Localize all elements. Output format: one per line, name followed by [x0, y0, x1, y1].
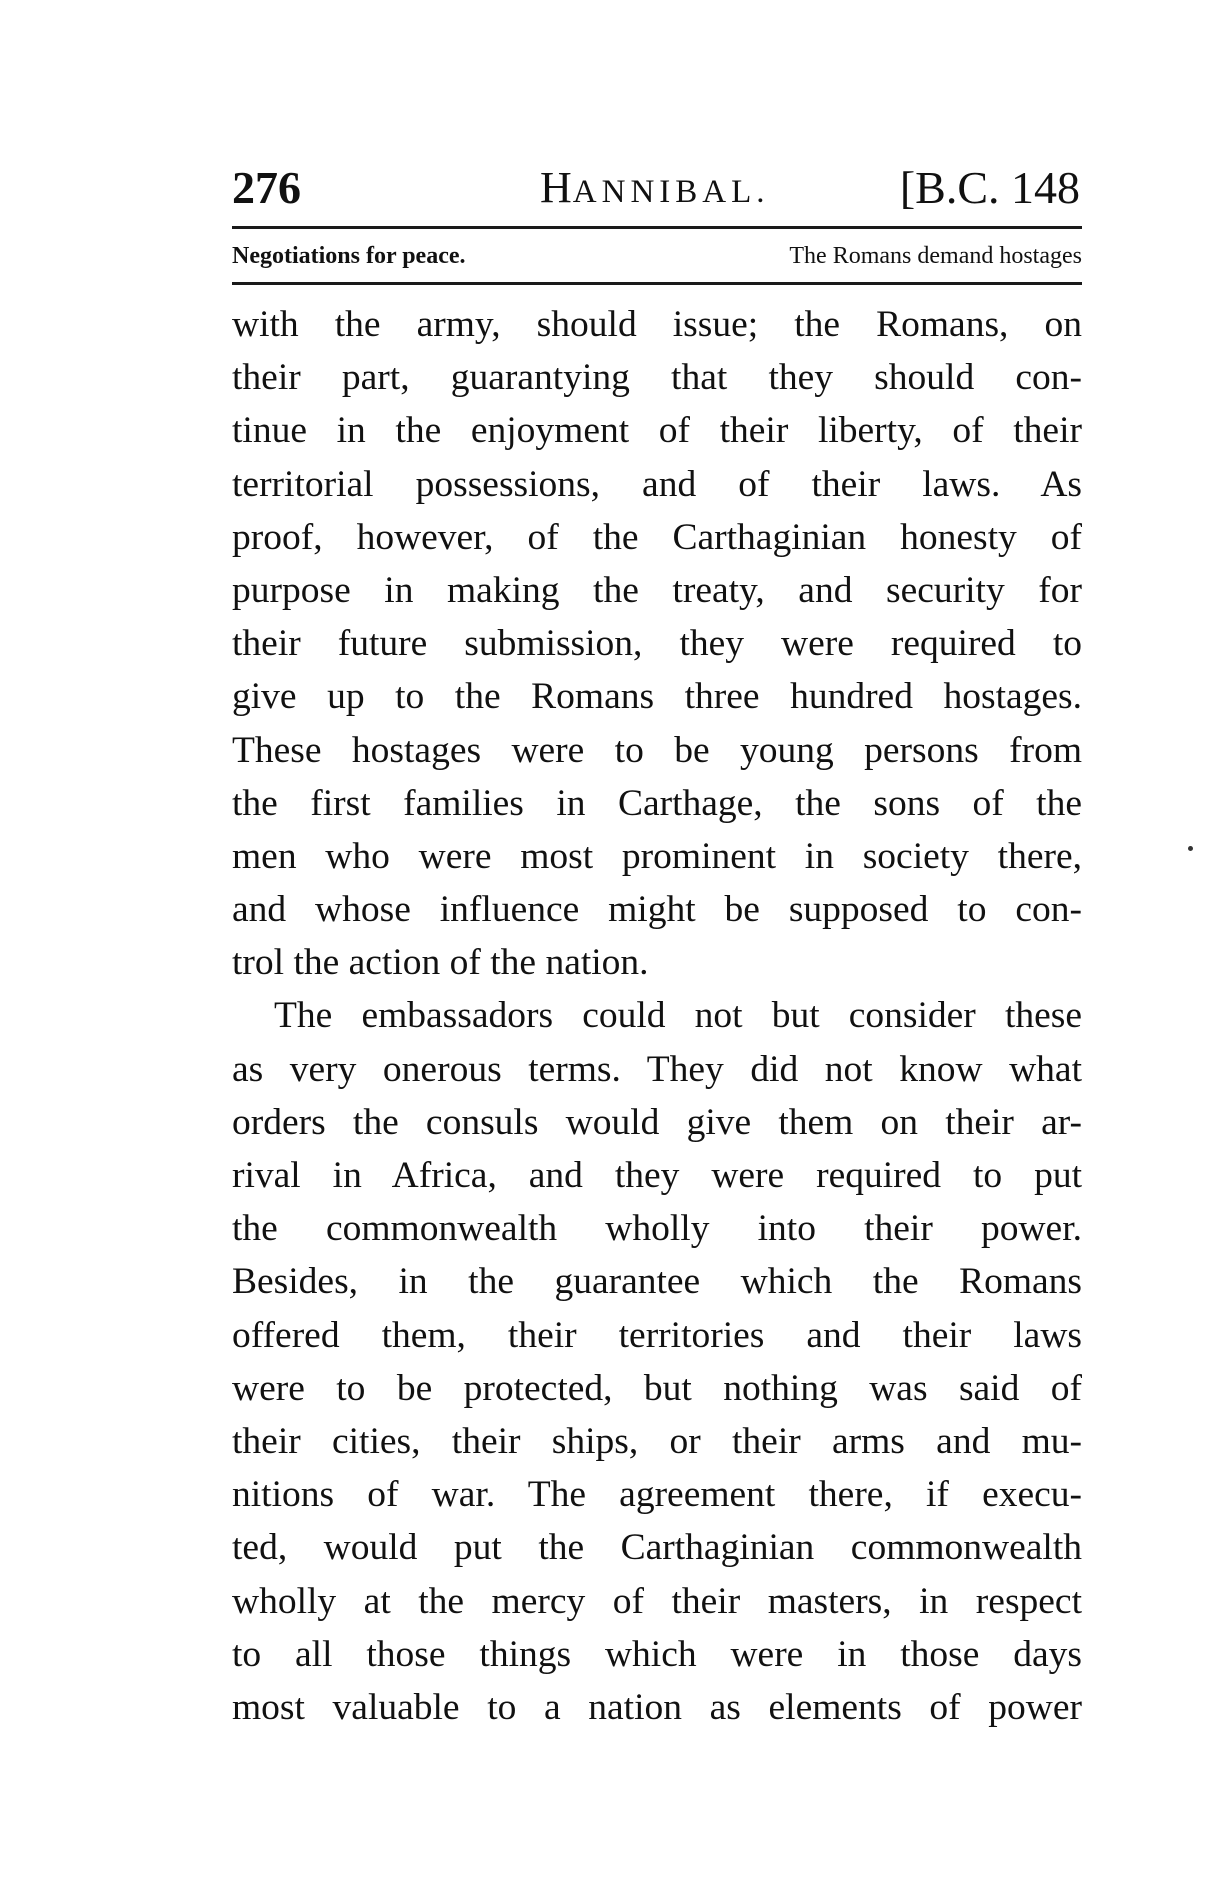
text-line: Besides, in the guarantee which the Romans [232, 1261, 1082, 1303]
header-rule-top [232, 226, 1082, 229]
text-line: proof, however, of the Carthaginian honesty of [232, 516, 1082, 558]
text-line: with the army, should issue; the Romans, on [232, 304, 1082, 345]
text-line: tinue in the enjoyment of their liberty, of their [232, 410, 1082, 452]
text-line: wholly at the mercy of their masters, in respect [232, 1580, 1082, 1622]
body-text [232, 298, 1082, 1734]
text-line: men who were most prominent in society there, [232, 835, 1082, 877]
text-line: purpose in making the treaty, and security for [232, 569, 1082, 611]
header-rule-bottom [232, 282, 1082, 285]
text-line: These hostages were to be young persons from [232, 729, 1082, 771]
subhead-right: The Romans demand hostages [789, 243, 1082, 269]
date-reference: [B.C. 148 [899, 162, 1080, 213]
text-line: orders the consuls would give them on their ar- [232, 1101, 1082, 1143]
text-line: as very onerous terms. They did not know what [232, 1048, 1082, 1090]
side-headings [232, 236, 1082, 276]
text-line: nitions of war. The agreement there, if execu- [232, 1474, 1082, 1516]
text-line: offered them, their territories and their laws [232, 1314, 1082, 1356]
text-line: the first families in Carthage, the sons of the [232, 782, 1082, 824]
subhead-left: Negotiations for peace. [232, 243, 466, 269]
text-line: give up to the Romans three hundred hostages. [232, 676, 1082, 718]
book-title: HANNIBAL. [540, 163, 770, 212]
text-line: ted, would put the Carthaginian commonwealth [232, 1527, 1082, 1569]
text-line: their cities, their ships, or their arms and mu- [232, 1420, 1082, 1462]
margin-dot [1188, 846, 1193, 851]
text-line: the commonwealth wholly into their power. [232, 1208, 1082, 1250]
text-line: most valuable to a nation as elements of power [232, 1686, 1082, 1728]
text-line: their part, guarantying that they should con- [232, 357, 1082, 399]
text-line: to all those things which were in those days [232, 1633, 1082, 1675]
text-line: trol the action of the nation. [232, 942, 649, 984]
text-line: The embassadors could not but consider these [274, 995, 1082, 1037]
text-line: and whose influence might be supposed to con- [232, 889, 1082, 931]
page-number: 276 [232, 162, 301, 213]
text-line: territorial possessions, and of their laws. As [232, 463, 1082, 505]
running-head [232, 160, 1082, 216]
text-line: their future submission, they were required to [232, 623, 1082, 665]
text-line: rival in Africa, and they were required to put [232, 1155, 1082, 1196]
text-line: were to be protected, but nothing was said of [232, 1367, 1082, 1409]
